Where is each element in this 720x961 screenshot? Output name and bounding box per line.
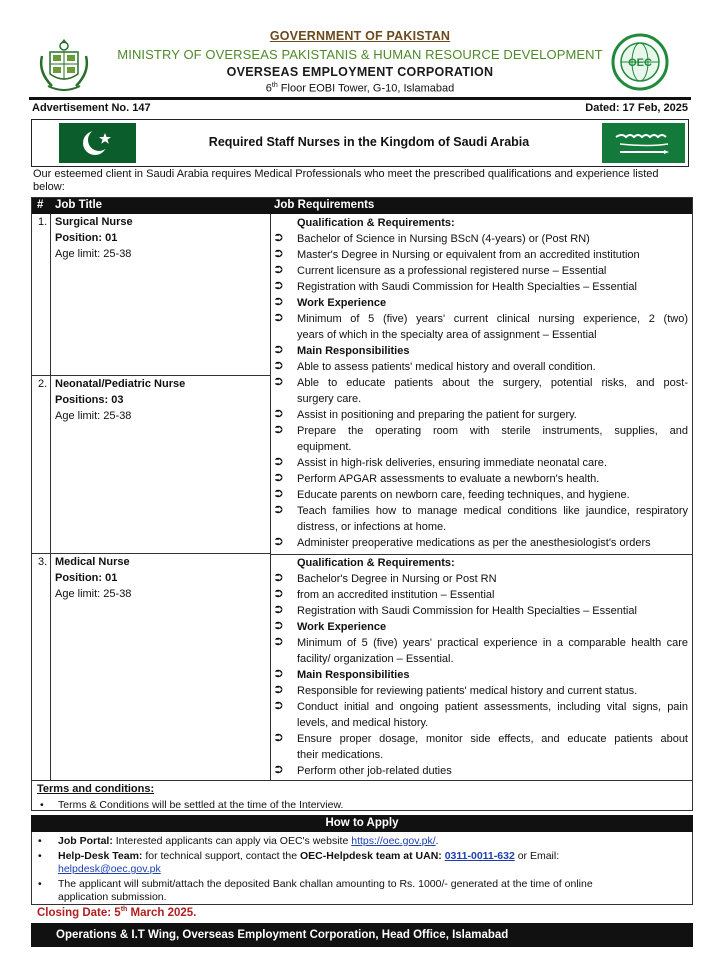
terms-item: • Terms & Conditions will be settled at the time of the Interview. [40,799,344,811]
list-item-continued: years of which in the specialty area of assignment – Essential [297,329,597,341]
arrow-bullet-icon: ⮊ [275,605,283,616]
title-banner [31,119,689,167]
bullet-dot-icon: • [38,835,42,847]
arrow-bullet-icon: ⮊ [275,425,283,436]
list-item: ⮊ Ensure proper dosage, monitor side effects, and educate patients about [275,733,688,745]
list-item: ⮊ Current licensure as a professional registered nurse – Essential [275,265,607,277]
how-to-apply-section: • Job Portal: Interested applicants can apply via OEC's website https://oec.gov.pk/. • Help-Desk Team: for technical support, contact the OEC-Helpdesk team at UAN: 0311-0011-632 or Email: helpdesk@oec.gov.pk • The applicant will submit/attach the deposited Bank challan amounting to Rs. 1000/- generated at the time of online application submission. [31,832,693,905]
list-item: ⮊ Responsible for reviewing patients' medical history and current status. [275,685,638,697]
closing-date: Closing Date: 5th March 2025. [37,906,197,919]
job-number: 1. [38,216,48,228]
job-positions: Position: 01 [55,232,118,244]
arrow-bullet-icon: ⮊ [275,669,283,680]
arrow-bullet-icon: ⮊ [275,297,283,308]
list-item: ⮊ Minimum of 5 (five) years' current clinical nursing experience, 2 (two) [275,313,688,325]
job-age-limit: Age limit: 25-38 [55,248,132,260]
list-item: ⮊ Able to educate patients about the surgery, potential risks, and post- [275,377,688,389]
list-item: ⮊ Bachelor of Science in Nursing BScN (4-years) or (Post RN) [275,233,590,245]
office-address: 6th Floor EOBI Tower, G-10, Islamabad [265,82,455,95]
arrow-bullet-icon: ⮊ [275,361,283,372]
corporation-title: OVERSEAS EMPLOYMENT CORPORATION [226,65,494,79]
arrow-bullet-icon: ⮊ [275,233,283,244]
bullet-dot-icon: • [38,878,42,890]
arrow-bullet-icon: ⮊ [275,765,283,776]
arrow-bullet-icon: ⮊ [275,265,283,276]
oec-website-link[interactable]: https://oec.gov.pk/ [351,835,436,847]
header-divider [29,97,691,100]
arrow-bullet-icon: ⮊ [275,537,283,548]
arrow-bullet-icon: ⮊ [275,409,283,420]
ministry-title: MINISTRY OF OVERSEAS PAKISTANIS & HUMAN RESOURCE DEVELOPMENT [117,47,603,62]
job-title: Surgical Nurse [55,216,133,228]
advertisement-date: Dated: 17 Feb, 2025 [585,102,688,114]
list-item-continued: equipment. [297,441,352,453]
government-title: GOVERNMENT OF PAKISTAN [269,29,451,43]
requirements-surgical-neonatal [275,215,688,551]
arrow-bullet-icon: ⮊ [275,733,283,744]
arrow-bullet-icon: ⮊ [275,685,283,696]
header-job-requirements: Job Requirements [274,199,375,211]
bullet-dot-icon: • [38,850,42,862]
header-number: # [37,199,44,211]
list-item: ⮊ Teach families how to manage medical conditions like jaundice, respiratory [275,505,688,517]
terms-heading: Terms and conditions: [37,783,155,795]
job-age-limit: Age limit: 25-38 [55,410,132,422]
job-positions: Positions: 03 [55,394,124,406]
list-item-continued: surgery care. [297,393,362,405]
list-item-continued: levels, and medical history. [297,717,429,729]
table-header [32,198,692,214]
arrow-bullet-icon: ⮊ [275,377,283,388]
arrow-bullet-icon: ⮊ [275,345,283,356]
header-job-title: Job Title [55,199,103,211]
arrow-bullet-icon: ⮊ [275,573,283,584]
list-item: ⮊ Registration with Saudi Commission for Health Specialties – Essential [275,281,637,293]
list-item: ⮊ Educate parents on newborn care, feeding techniques, and hygiene. [275,489,630,501]
saudi-flag-icon [602,123,685,163]
svg-text:OEC: OEC [628,57,652,69]
pakistan-emblem-icon [34,36,94,96]
advertisement-number: Advertisement No. 147 [32,102,151,114]
bullet-dot-icon: • [40,799,44,811]
requirements-medical-nurse [275,555,688,779]
arrow-bullet-icon: ⮊ [275,281,283,292]
list-item: ⮊ Registration with Saudi Commission for Health Specialties – Essential [275,605,637,617]
work-experience-heading: ⮊ Work Experience [275,621,387,633]
footer-bar: Operations & I.T Wing, Overseas Employment Corporation, Head Office, Islamabad [31,923,693,947]
job-positions: Position: 01 [55,572,118,584]
terms-section [31,781,693,811]
list-item: ⮊ Assist in positioning and preparing the patient for surgery. [275,409,577,421]
list-item: ⮊ Able to assess patients' medical history and overall condition. [275,361,596,373]
arrow-bullet-icon: ⮊ [275,589,283,600]
arrow-bullet-icon: ⮊ [275,505,283,516]
jobs-table [31,197,693,781]
document-header [0,0,720,100]
list-item: ⮊ Bachelor's Degree in Nursing or Post RN [275,573,497,585]
list-item: ⮊ Assist in high-risk deliveries, ensuring immediate neonatal care. [275,457,607,469]
arrow-bullet-icon: ⮊ [275,457,283,468]
list-item: ⮊ Administer preoperative medications as per the anesthesiologist's orders [275,537,651,549]
arrow-bullet-icon: ⮊ [275,249,283,260]
list-item: ⮊ Minimum of 5 (five) years' practical experience in a comparable health care [275,637,688,649]
list-item: ⮊ Prepare the operating room with sterile instruments, supplies, and [275,425,688,437]
advertisement-row [30,102,690,116]
list-item: ⮊ Master's Degree in Nursing or equivalent from an accredited institution [275,249,640,261]
intro-paragraph: Our esteemed client in Saudi Arabia requires Medical Professionals who meet the prescribed qualifications and experience listed below: [33,168,659,193]
job-title: Neonatal/Pediatric Nurse [55,378,186,390]
work-experience-heading: ⮊ Work Experience [275,297,387,309]
arrow-bullet-icon: ⮊ [275,701,283,712]
arrow-bullet-icon: ⮊ [275,637,283,648]
job-row-medical-nurse [32,554,270,781]
qualification-heading: Qualification & Requirements: [297,557,455,569]
responsibilities-heading: ⮊ Main Responsibilities [275,669,410,681]
job-number: 3. [38,556,48,568]
list-item: ⮊ Perform other job-related duties [275,765,452,777]
qualification-heading: Qualification & Requirements: [297,217,455,229]
list-item: ⮊ from an accredited institution – Essential [275,589,495,601]
job-title: Medical Nurse [55,556,130,568]
list-item-continued: their medications. [297,749,384,761]
helpdesk-email-link[interactable]: helpdesk@oec.gov.pk [58,863,161,875]
arrow-bullet-icon: ⮊ [275,489,283,500]
responsibilities-heading: ⮊ Main Responsibilities [275,345,410,357]
arrow-bullet-icon: ⮊ [275,621,283,632]
list-item: ⮊ Conduct initial and ongoing patient assessments, including vital signs, pain [275,701,688,713]
oec-logo-icon [611,33,669,91]
list-item-continued: facility/ organization – Essential. [297,653,454,665]
list-item-continued: distress, or infections at home. [297,521,447,533]
job-row-surgical-nurse [32,214,270,376]
job-number: 2. [38,378,48,390]
how-to-apply-heading: How to Apply [31,815,693,832]
pakistan-flag-icon [35,123,136,163]
job-row-neonatal-nurse [32,376,270,554]
column-divider [270,214,271,780]
arrow-bullet-icon: ⮊ [275,473,283,484]
banner-title: Required Staff Nurses in the Kingdom of Saudi Arabia [208,135,530,149]
helpdesk-uan-link[interactable]: 0311-0011-632 [444,850,515,862]
list-item: ⮊ Perform APGAR assessments to evaluate a newborn's health. [275,473,600,485]
arrow-bullet-icon: ⮊ [275,313,283,324]
job-age-limit: Age limit: 25-38 [55,588,132,600]
